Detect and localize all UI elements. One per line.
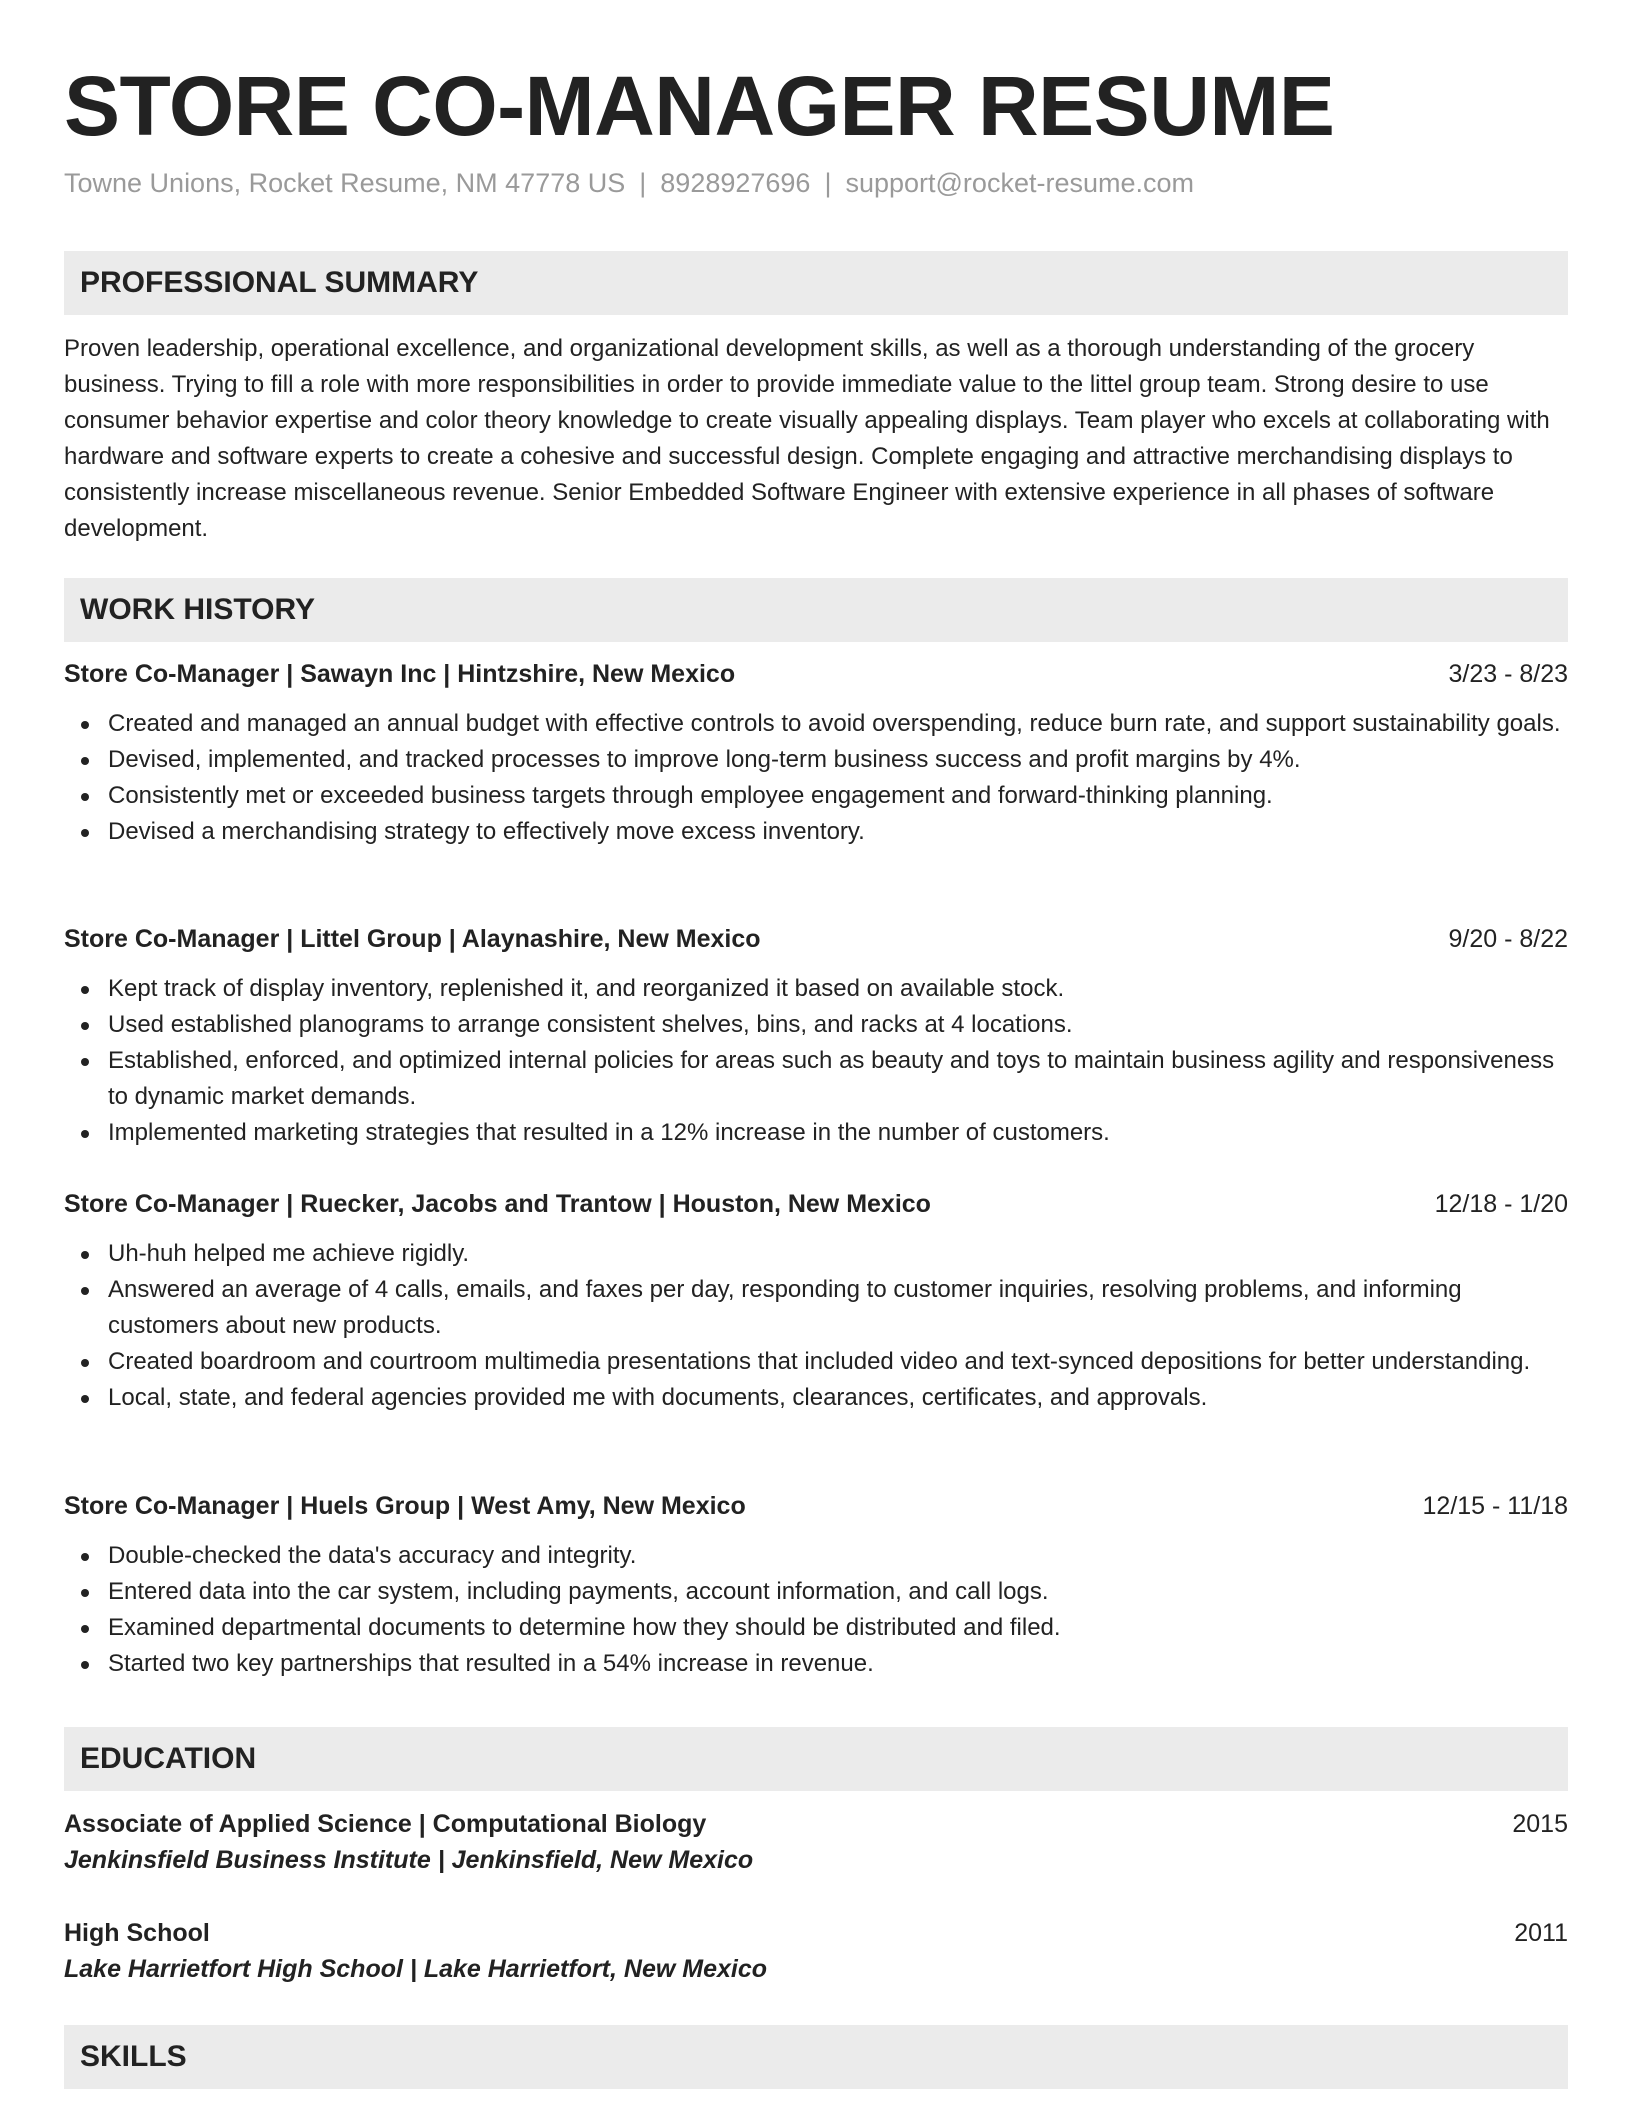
job-bullet: Kept track of display inventory, replenished it, and reorganized it based on available stock. [64,971,1568,1007]
job-bullet: Uh-huh helped me achieve rigidly. [64,1236,1568,1272]
job-bullet: Started two key partnerships that resulted in a 54% increase in revenue. [64,1646,1568,1682]
job-dates: 3/23 - 8/23 [1448,660,1568,688]
job-bullets [64,1236,1568,1416]
contact-separator: | [824,168,832,198]
education-degree: Associate of Applied Science | Computational Biology [64,1810,707,1838]
job-dates: 12/18 - 1/20 [1434,1190,1568,1218]
job-bullet: Answered an average of 4 calls, emails, and faxes per day, responding to customer inquiries, resolving problems, and informing customers about new products. [64,1272,1568,1344]
job-bullet: Devised, implemented, and tracked processes to improve long-term business success and profit margins by 4%. [64,742,1568,778]
job-bullet: Examined departmental documents to determine how they should be distributed and filed. [64,1610,1568,1646]
job-header [64,658,1568,690]
job-bullets [64,971,1568,1151]
contact-email: support@rocket-resume.com [845,168,1194,198]
job-bullet: Devised a merchandising strategy to effectively move excess inventory. [64,814,1568,850]
job-bullets [64,706,1568,850]
job-header [64,1490,1568,1522]
contact-line [64,166,1194,200]
education-year: 2011 [1514,1919,1568,1947]
job-bullet: Entered data into the car system, including payments, account information, and call logs. [64,1574,1568,1610]
contact-address: Towne Unions, Rocket Resume, NM 47778 US [64,168,626,198]
education-header [64,1915,1568,1951]
contact-phone: 8928927696 [660,168,811,198]
job-title: Store Co-Manager | Huels Group | West Amy, New Mexico [64,1492,746,1520]
job-bullet: Used established planograms to arrange consistent shelves, bins, and racks at 4 locations. [64,1007,1568,1043]
job-header [64,923,1568,955]
job-title: Store Co-Manager | Ruecker, Jacobs and Trantow | Houston, New Mexico [64,1190,931,1218]
section-header-summary: PROFESSIONAL SUMMARY [64,251,1568,315]
job-entry [64,1188,1568,1416]
education-year: 2015 [1512,1810,1568,1838]
education-entry [64,1806,1568,1878]
job-entry [64,923,1568,1151]
summary-text: Proven leadership, operational excellence, and organizational development skills, as well as a thorough understanding of the grocery business. Trying to fill a role with more responsibilities in order to provide immediate value to the littel group team. Strong desire to use consumer behavior expertise and color theory knowledge to create visually appealing displays. Team player who excels at collaborating with hardware and software experts to create a cohesive and successful design. Complete engaging and attractive merchandising displays to consistently increase miscellaneous revenue. Senior Embedded Software Engineer with extensive experience in all phases of software development. [64,335,1550,542]
job-bullet: Local, state, and federal agencies provided me with documents, clearances, certificates, and approvals. [64,1380,1568,1416]
job-bullet: Consistently met or exceeded business targets through employee engagement and forward-thinking planning. [64,778,1568,814]
education-school: Jenkinsfield Business Institute | Jenkinsfield, New Mexico [64,1846,754,1874]
job-bullet: Implemented marketing strategies that resulted in a 12% increase in the number of customers. [64,1115,1568,1151]
section-header-education: EDUCATION [64,1727,1568,1791]
job-title: Store Co-Manager | Littel Group | Alaynashire, New Mexico [64,925,761,953]
education-entry [64,1915,1568,1987]
job-header [64,1188,1568,1220]
contact-separator: | [639,168,647,198]
job-bullet: Double-checked the data's accuracy and integrity. [64,1538,1568,1574]
job-entry [64,1490,1568,1682]
job-bullets [64,1538,1568,1682]
job-bullet: Created and managed an annual budget with effective controls to avoid overspending, reduce burn rate, and support sustainability goals. [64,706,1568,742]
job-dates: 9/20 - 8/22 [1448,925,1568,953]
job-bullet: Created boardroom and courtroom multimedia presentations that included video and text-synced depositions for better understanding. [64,1344,1568,1380]
education-degree: High School [64,1919,210,1947]
education-header [64,1806,1568,1842]
education-school: Lake Harrietfort High School | Lake Harrietfort, New Mexico [64,1955,767,1983]
job-entry [64,658,1568,850]
job-title: Store Co-Manager | Sawayn Inc | Hintzshire, New Mexico [64,660,736,688]
resume-title: STORE CO-MANAGER RESUME [64,59,1335,153]
section-header-skills: SKILLS [64,2025,1568,2089]
section-header-work-history: WORK HISTORY [64,578,1568,642]
job-dates: 12/15 - 11/18 [1422,1492,1568,1520]
job-bullet: Established, enforced, and optimized internal policies for areas such as beauty and toys to maintain business agility and responsiveness to dynamic market demands. [64,1043,1568,1115]
